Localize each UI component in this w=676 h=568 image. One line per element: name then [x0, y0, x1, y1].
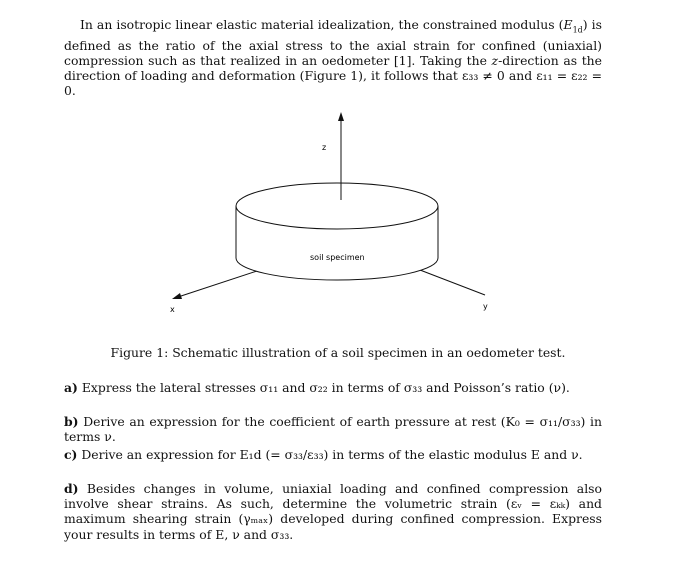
question-d [64, 481, 602, 542]
x-axis-label: x [170, 305, 175, 314]
x-axis [178, 270, 260, 297]
z-arrowhead [338, 112, 344, 121]
question-b-label: b) [64, 414, 79, 429]
specimen-label: soil specimen [310, 253, 365, 262]
question-d-label: d) [64, 481, 79, 496]
cylinder-top [236, 183, 438, 229]
x-arrowhead [172, 293, 182, 299]
symbol-e1d: E [563, 17, 573, 32]
strain-condition: ε₃₃ ≠ 0 and ε₁₁ = ε₂₂ = 0. [64, 68, 602, 99]
question-a-label: a) [64, 380, 78, 395]
question-c [64, 447, 602, 462]
question-c-label: c) [64, 447, 78, 462]
question-a [64, 380, 602, 395]
y-axis-label: y [483, 302, 488, 311]
question-d-text: Besides changes in volume, uniaxial loading and confined compression also involve shear strains. As such, determine the volumetric strain (εᵥ = εₖₖ) and maximum shearing strain (γₘₐₓ) developed during confined compression. Express your results in terms of E, ν and σ₃₃. [64, 481, 602, 542]
y-axis [420, 270, 485, 295]
z-axis-label: z [322, 143, 327, 152]
symbol-z: z [491, 52, 499, 68]
intro-text-1: In an isotropic linear elastic material idealization, the constrained modulus ( [80, 17, 564, 32]
question-b [64, 414, 602, 444]
subscript-1d: 1d [572, 25, 583, 35]
figure-caption: Figure 1: Schematic illustration of a soil specimen in an oedometer test. [110, 345, 566, 360]
question-c-text: Derive an expression for E₁d (= σ₃₃/ε₃₃) in terms of the elastic modulus E and ν. [81, 447, 583, 462]
intro-text-3: -direction as the direction of loading and deformation (Figure 1), it follows that [64, 52, 602, 84]
question-a-text: Express the lateral stresses σ₁₁ and σ₂₂ in terms of σ₃₃ and Poisson’s ratio (ν). [81, 380, 570, 395]
question-b-text: Derive an expression for the coefficient of earth pressure at rest (K₀ = σ₁₁/σ₃₃) in terms ν. [64, 414, 602, 445]
intro-text-2: ) is defined as the ratio of the axial stress to the axial strain for confined (uniaxial) compression such as that realized in an oedometer [1]. Taking the [64, 17, 602, 68]
